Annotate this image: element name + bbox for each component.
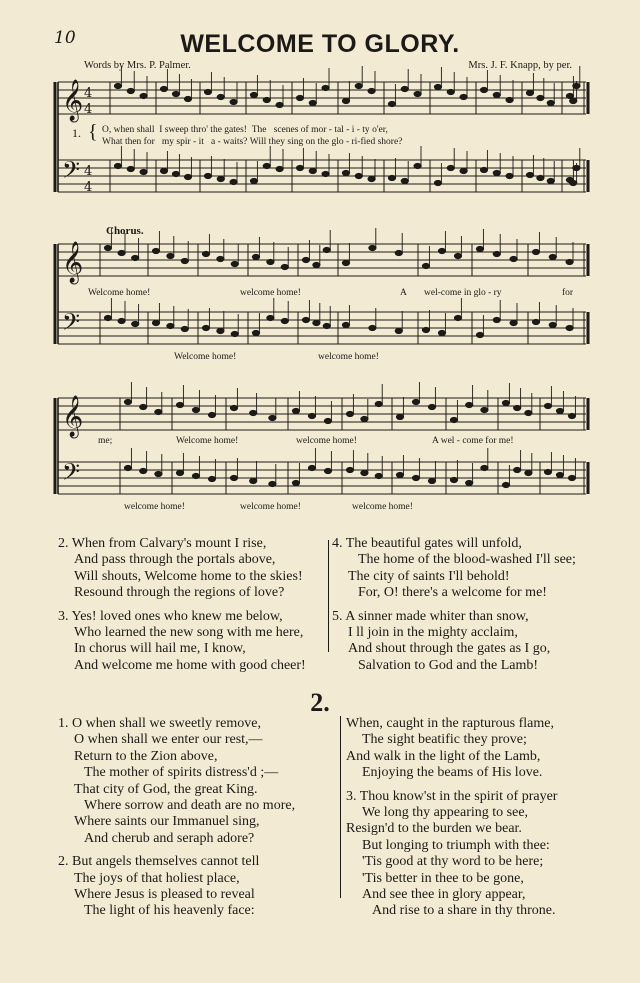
note-head <box>155 409 162 414</box>
verse-line: The home of the blood-washed I'll see; <box>358 552 576 568</box>
note-head <box>342 260 349 265</box>
note-head <box>525 470 532 475</box>
system3-bass-lyric-3: welcome home! <box>352 502 413 512</box>
note-head <box>296 95 303 100</box>
note-head <box>231 261 238 266</box>
note-head <box>395 250 402 255</box>
note-head <box>308 413 315 418</box>
note-head <box>322 171 329 176</box>
note-head <box>526 172 533 177</box>
verse-line: Where Jesus is pleased to reveal <box>74 887 255 903</box>
note-head <box>438 248 445 253</box>
note-head <box>302 317 309 322</box>
verse-line: That city of God, the great King. <box>74 781 258 797</box>
note-head <box>532 319 539 324</box>
note-head <box>361 416 368 421</box>
note-head <box>167 253 174 258</box>
note-head <box>396 472 403 477</box>
verse-line: 3. Thou know'st in the spirit of prayer <box>346 788 558 804</box>
note-head <box>481 407 488 412</box>
verse-line: And see thee in glory appear, <box>362 887 526 903</box>
note-head <box>308 465 315 470</box>
note-head <box>346 467 353 472</box>
note-head <box>118 318 125 323</box>
note-head <box>181 258 188 263</box>
note-head <box>124 465 131 470</box>
note-head <box>428 478 435 483</box>
note-head <box>412 399 419 404</box>
note-head <box>208 412 215 417</box>
note-head <box>204 173 211 178</box>
note-head <box>556 472 563 477</box>
note-head <box>422 263 429 268</box>
note-head <box>230 179 237 184</box>
verse-line: Resign'd to the burden we bear. <box>346 821 522 837</box>
note-head <box>450 417 457 422</box>
bass-clef-icon: 𝄢 <box>62 156 81 189</box>
verse-line: The joys of that holiest place, <box>74 870 240 886</box>
note-head <box>252 254 259 259</box>
note-head <box>388 175 395 180</box>
note-head <box>428 404 435 409</box>
note-head <box>172 171 179 176</box>
note-head <box>217 176 224 181</box>
note-head <box>361 470 368 475</box>
note-head <box>438 330 445 335</box>
column-divider <box>328 540 329 652</box>
note-head <box>263 163 270 168</box>
note-head <box>510 320 517 325</box>
note-head <box>181 326 188 331</box>
verse-line: Who learned the new song with me here, <box>74 625 304 641</box>
note-head <box>368 88 375 93</box>
note-head <box>355 83 362 88</box>
system3-bass-lyric-1: welcome home! <box>124 502 185 512</box>
note-head <box>263 97 270 102</box>
note-head <box>127 88 134 93</box>
note-head <box>375 401 382 406</box>
verse-line: And walk in the light of the Lamb, <box>346 748 541 764</box>
note-head <box>114 163 121 168</box>
system3-treble-lyric-1: me; <box>98 436 113 446</box>
note-head <box>525 410 532 415</box>
note-head <box>184 174 191 179</box>
note-head <box>388 101 395 106</box>
time-signature: 4 <box>84 102 93 117</box>
chorus-treble-lyric-5: for <box>562 288 574 298</box>
note-head <box>140 169 147 174</box>
note-head <box>434 84 441 89</box>
treble-clef-icon: 𝄞 <box>62 242 84 283</box>
note-head <box>447 165 454 170</box>
chorus-bass-lyric-1: Welcome home! <box>174 352 237 362</box>
note-head <box>176 402 183 407</box>
hymn-2-number: 2. <box>310 688 330 717</box>
note-head <box>346 411 353 416</box>
note-head <box>414 91 421 96</box>
note-head <box>568 413 575 418</box>
note-head <box>250 410 257 415</box>
note-head <box>466 402 473 407</box>
note-head <box>140 93 147 98</box>
note-head <box>309 100 316 105</box>
note-head <box>481 465 488 470</box>
note-head <box>570 98 577 103</box>
note-head <box>208 476 215 481</box>
note-head <box>323 323 330 328</box>
verse-line: The city of saints I'll behold! <box>348 568 510 584</box>
system3-treble-lyric-3: welcome home! <box>296 436 357 446</box>
note-head <box>566 325 573 330</box>
verse-line: And pass through the portals above, <box>74 552 276 568</box>
note-head <box>566 259 573 264</box>
chorus-bass-lyric-2: welcome home! <box>318 352 379 362</box>
note-head <box>493 317 500 322</box>
note-head <box>118 250 125 255</box>
note-head <box>547 178 554 183</box>
note-head <box>493 92 500 97</box>
bass-clef-icon: 𝄢 <box>62 308 81 341</box>
hymn2-left-column <box>58 716 348 920</box>
note-head <box>502 400 509 405</box>
note-head <box>322 85 329 90</box>
note-head <box>549 254 556 259</box>
note-head <box>342 322 349 327</box>
note-head <box>204 89 211 94</box>
note-head <box>124 399 131 404</box>
note-head <box>230 405 237 410</box>
note-head <box>568 475 575 480</box>
note-head <box>292 480 299 485</box>
note-head <box>302 257 309 262</box>
verse-line: 3. Yes! loved ones who knew me below, <box>58 608 283 624</box>
verse-line: 'Tis good at thy word to be here; <box>362 854 544 870</box>
verse-line: The sight beatific they prove; <box>362 732 527 748</box>
note-head <box>132 321 139 326</box>
note-head <box>414 163 421 168</box>
note-head <box>454 315 461 320</box>
note-head <box>217 256 224 261</box>
note-head <box>104 245 111 250</box>
note-head <box>152 320 159 325</box>
note-head <box>369 245 376 250</box>
note-head <box>544 403 551 408</box>
note-head <box>252 330 259 335</box>
verse-line: I ll join in the mighty acclaim, <box>348 625 518 641</box>
note-head <box>368 176 375 181</box>
verse-line: And rise to a share in thy throne. <box>372 903 556 919</box>
note-head <box>292 408 299 413</box>
note-head <box>167 323 174 328</box>
column-divider <box>340 716 341 898</box>
note-head <box>281 318 288 323</box>
verse-line: In chorus will hail me, I know, <box>74 641 246 657</box>
note-head <box>514 467 521 472</box>
verse-line: And welcome me home with good cheer! <box>74 657 306 673</box>
note-head <box>172 91 179 96</box>
note-head <box>506 97 513 102</box>
note-head <box>526 90 533 95</box>
note-head <box>250 478 257 483</box>
lyric-line-1: O, when shall I sweep thro' the gates! The scenes of mor - tal - i - ty o'er, <box>102 125 388 135</box>
note-head <box>480 167 487 172</box>
note-head <box>309 168 316 173</box>
note-head <box>267 315 274 320</box>
note-head <box>231 331 238 336</box>
verse-line: And cherub and seraph adore? <box>84 830 255 846</box>
note-head <box>276 102 283 107</box>
note-head <box>544 469 551 474</box>
verse-line: When, caught in the rapturous flame, <box>346 716 554 731</box>
note-head <box>230 99 237 104</box>
chorus-treble-lyric-1: Welcome home! <box>88 288 151 298</box>
note-head <box>127 166 134 171</box>
verse-line: But longing to triumph with thee: <box>362 837 550 853</box>
note-head <box>573 165 580 170</box>
note-head <box>202 325 209 330</box>
chorus-treble-lyric-3: A <box>400 288 407 298</box>
note-head <box>160 86 167 91</box>
note-head <box>460 168 467 173</box>
note-head <box>140 468 147 473</box>
chorus-treble-lyric-4: wel-come in glo - ry <box>424 288 502 298</box>
note-head <box>324 468 331 473</box>
verse-line: The mother of spirits distress'd ;— <box>84 765 279 781</box>
bass-clef-icon: 𝄢 <box>62 458 81 491</box>
hymn2-right-column <box>346 716 636 920</box>
note-head <box>152 248 159 253</box>
note-head <box>447 89 454 94</box>
lyric-line-2: What then for my spir - it a - waits? Will they sing on the glo - ri-fied shore? <box>102 137 403 147</box>
note-head <box>176 470 183 475</box>
verse-line: And shout through the gates as I go, <box>348 641 551 657</box>
verse-line: O when shall we enter our rest,— <box>74 732 263 748</box>
note-head <box>296 165 303 170</box>
note-head <box>324 418 331 423</box>
note-head <box>313 262 320 267</box>
note-head <box>422 327 429 332</box>
verse-line: Salvation to God and the Lamb! <box>358 657 539 673</box>
note-head <box>570 180 577 185</box>
note-head <box>537 175 544 180</box>
treble-clef-icon: 𝄞 <box>62 396 84 437</box>
note-head <box>395 328 402 333</box>
note-head <box>547 100 554 105</box>
note-head <box>269 415 276 420</box>
verse-line: 2. When from Calvary's mount I rise, <box>58 536 267 551</box>
note-head <box>466 480 473 485</box>
note-head <box>369 325 376 330</box>
chorus-treble-lyric-2: welcome home! <box>240 288 301 298</box>
note-head <box>412 475 419 480</box>
verse-line: We long thy appearing to see, <box>362 805 529 821</box>
note-head <box>434 180 441 185</box>
note-head <box>375 473 382 478</box>
note-head <box>506 173 513 178</box>
note-head <box>342 170 349 175</box>
verse-line: The light of his heavenly face: <box>84 903 255 919</box>
verse-line: Return to the Zion above, <box>74 748 218 764</box>
note-head <box>355 173 362 178</box>
note-head <box>549 322 556 327</box>
note-head <box>493 251 500 256</box>
verse-line: 'Tis better in thee to be gone, <box>362 870 524 886</box>
page-number: 10 <box>54 28 76 48</box>
time-signature: 4 <box>84 180 93 195</box>
note-head <box>480 87 487 92</box>
verses-left-column <box>58 536 324 674</box>
note-head <box>155 471 162 476</box>
verse-line: 4. The beautiful gates will unfold, <box>332 536 522 551</box>
note-head <box>323 247 330 252</box>
note-head <box>573 83 580 88</box>
note-head <box>160 168 167 173</box>
note-head <box>514 405 521 410</box>
time-signature: 4 <box>84 164 93 179</box>
verse-line: 5. A sinner made whiter than snow, <box>332 608 529 624</box>
note-head <box>476 332 483 337</box>
verse-line: 1. O when shall we sweetly remove, <box>58 716 261 731</box>
note-head <box>532 249 539 254</box>
note-head <box>250 92 257 97</box>
note-head <box>217 328 224 333</box>
verse-line: Resound through the regions of love? <box>74 585 285 601</box>
note-head <box>313 320 320 325</box>
note-head <box>192 473 199 478</box>
chorus-label: Chorus. <box>106 225 144 237</box>
system3-bass-lyric-2: welcome home! <box>240 502 301 512</box>
note-head <box>342 98 349 103</box>
note-head <box>396 414 403 419</box>
note-head <box>450 477 457 482</box>
note-head <box>556 408 563 413</box>
note-head <box>202 251 209 256</box>
note-head <box>502 482 509 487</box>
note-head <box>510 256 517 261</box>
note-head <box>104 315 111 320</box>
note-head <box>276 166 283 171</box>
note-head <box>454 253 461 258</box>
note-head <box>140 404 147 409</box>
note-head <box>281 264 288 269</box>
note-head <box>493 170 500 175</box>
verse-line: Where saints our Immanuel sing, <box>74 814 260 830</box>
treble-clef-icon: 𝄞 <box>62 80 84 121</box>
note-head <box>566 93 573 98</box>
words-credit: Words by Mrs. P. Palmer. <box>84 60 191 71</box>
time-signature: 4 <box>84 86 93 101</box>
stanza-number: 1. <box>72 126 81 140</box>
note-head <box>217 94 224 99</box>
note-head <box>250 178 257 183</box>
verses-right-column <box>332 536 632 674</box>
music-credit: Mrs. J. F. Knapp, by per. <box>468 60 572 71</box>
note-head <box>269 481 276 486</box>
verse-line: 2. But angels themselves cannot tell <box>58 854 260 870</box>
lyric-brace: { <box>88 121 98 143</box>
hymn-title: WELCOME TO GLORY. <box>180 30 460 58</box>
note-head <box>230 475 237 480</box>
note-head <box>537 95 544 100</box>
verse-line: For, O! there's a welcome for me! <box>358 585 547 601</box>
note-head <box>114 83 121 88</box>
system3-treble-lyric-4: A wel - come for me! <box>432 436 514 446</box>
note-head <box>476 246 483 251</box>
note-head <box>192 407 199 412</box>
verse-line: Enjoying the beams of His love. <box>362 765 543 781</box>
verse-line: Where sorrow and death are no more, <box>84 798 296 814</box>
note-head <box>132 255 139 260</box>
note-head <box>401 86 408 91</box>
note-head <box>267 259 274 264</box>
note-head <box>401 178 408 183</box>
note-head <box>184 96 191 101</box>
system3-treble-lyric-2: Welcome home! <box>176 436 239 446</box>
note-head <box>460 94 467 99</box>
verse-line: Will shouts, Welcome home to the skies! <box>74 568 303 584</box>
